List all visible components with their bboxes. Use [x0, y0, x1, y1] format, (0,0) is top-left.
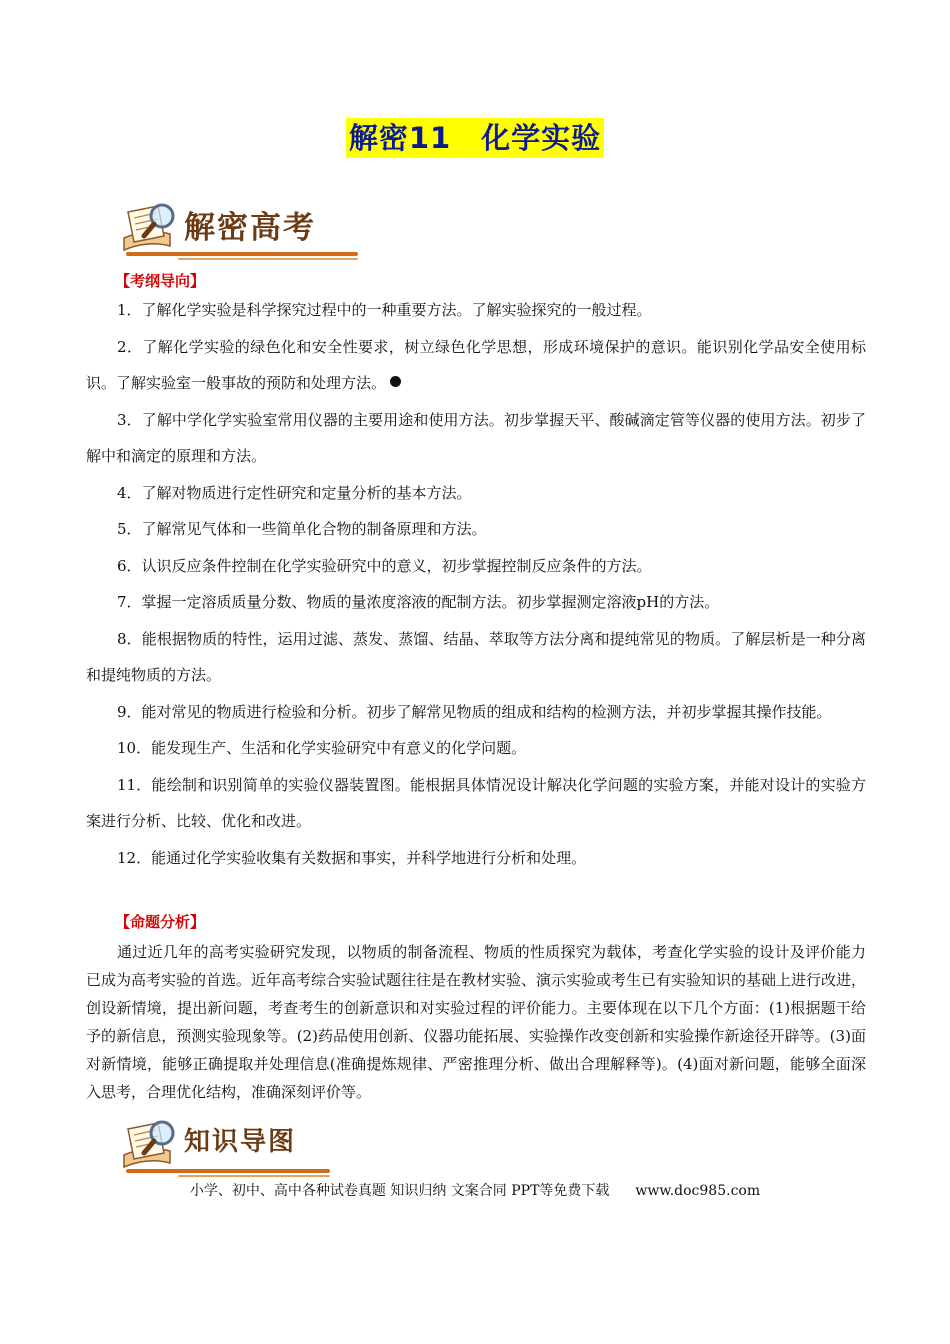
list-item: 9．能对常见的物质进行检验和分析。初步了解常见物质的组成和结构的检测方法，并初步掌握其操作技能。 [117, 702, 832, 721]
list-item: 12．能通过化学实验收集有关数据和事实，并科学地进行分析和处理。 [117, 848, 587, 867]
outline-list [86, 292, 866, 876]
list-item: 5．了解常见气体和一些简单化合物的制备原理和方法。 [117, 520, 487, 538]
footer-text: 小学、初中、高中各种试卷真题 知识归纳 文案合同 PPT等免费下载 [189, 1183, 610, 1199]
outline-heading: 【考纲导向】 [115, 272, 206, 290]
book-magnifier-icon [118, 198, 184, 258]
banner-underline [126, 1169, 330, 1173]
list-item: 7．掌握一定溶质质量分数、物质的量浓度溶液的配制方法。初步掌握测定溶液pH的方法。 [117, 593, 720, 611]
analysis-paragraph: 通过近几年的高考实验研究发现，以物质的制备流程、物质的性质探究为载体，考查化学实验的设计及评价能力已成为高考实验的首选。近年高考综合实验试题往往是在教材实验、演示实验或考生已有实验知识的基础上进行改进，创设新情境，提出新问题，考查考生的创新意识和对实验过程的评价能力。主要体现在以下几个方面：(1)根据题干给予的新信息，预测实验现象等。(2)药品使用创新、仪器功能拓展、实验操作改变创新和实验操作新途径开辟等。(3)面对新情境，能够正确提取并处理信息(准确提炼规律、严密推理分析、做出合理解释等)。(4)面对新问题，能够全面深入思考，合理优化结构，准确深刻评价等。 [86, 943, 867, 1101]
page-footer [0, 1180, 950, 1200]
banner-jiemi-gaokao [118, 198, 358, 260]
list-item: 8．能根据物质的特性，运用过滤、蒸发、蒸馏、结晶、萃取等方法分离和提纯常见的物质。了解层析是一种分离和提纯物质的方法。 [86, 629, 866, 684]
banner-underline-thin [178, 1175, 330, 1177]
banner-label: 解密高考 [184, 210, 316, 246]
banner-underline [126, 252, 358, 256]
list-item: 6．认识反应条件控制在化学实验研究中的意义，初步掌握控制反应条件的方法。 [117, 556, 652, 575]
footer-site-link[interactable]: www.doc985.com [635, 1183, 761, 1199]
analysis-heading: 【命题分析】 [115, 913, 206, 931]
banner-zhishi-daotu [118, 1115, 330, 1177]
banner-underline-thin [178, 258, 358, 260]
list-item: 11．能绘制和识别简单的实验仪器装置图。能根据具体情况设计解决化学问题的实验方案，并能对设计的实验方案进行分析、比较、优化和改进。 [86, 775, 866, 830]
list-item [86, 329, 866, 402]
page-title: 解密11 化学实验 [346, 118, 604, 158]
banner-label: 知识导图 [184, 1127, 297, 1157]
list-item: 3．了解中学化学实验室常用仪器的主要用途和使用方法。初步掌握天平、酸碱滴定管等仪器的使用方法。初步了解中和滴定的原理和方法。 [86, 410, 866, 465]
list-item-text: 2．了解化学实验的绿色化和安全性要求，树立绿色化学思想，形成环境保护的意识。能识别化学品安全使用标识。了解实验室一般事故的预防和处理方法。 [86, 337, 866, 392]
list-item: 1．了解化学实验是科学探究过程中的一种重要方法。了解实验探究的一般过程。 [117, 301, 652, 319]
list-item: 10．能发现生产、生活和化学实验研究中有意义的化学问题。 [117, 739, 527, 757]
title-wrap [0, 118, 950, 158]
bullet-dot-icon [390, 376, 401, 387]
book-magnifier-icon [118, 1115, 184, 1175]
list-item: 4．了解对物质进行定性研究和定量分析的基本方法。 [117, 483, 472, 502]
